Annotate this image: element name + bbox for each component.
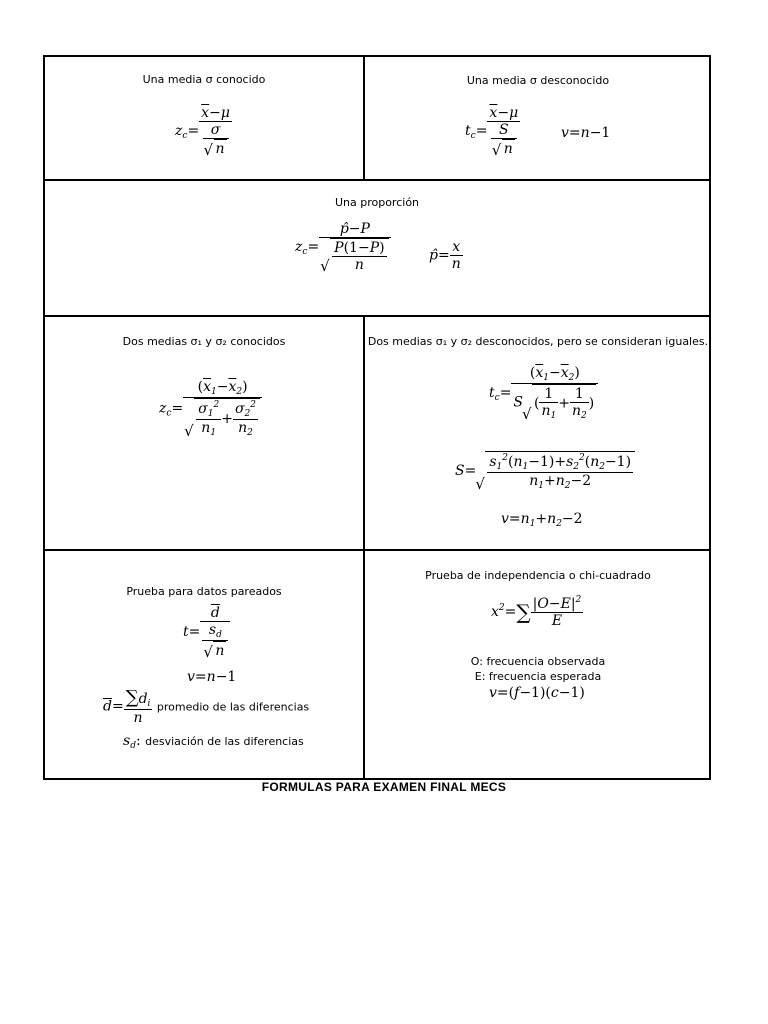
formula-t-one-mean: $t_c=$ $\overline{x}-\mu$ S √ n	[465, 105, 520, 157]
formula-pooled-s: S= √ $\frac{s_1^2(n_1-1)+s_2^2(n_2-1)}{n_1+n_2-2}$	[455, 451, 635, 491]
note-desviacion: desviación de las diferencias	[145, 735, 304, 748]
cell-two-means-unknown-equal	[365, 317, 711, 549]
formula-degrees-freedom-chi: v=(f−1)(c−1)	[489, 685, 585, 701]
formula-t-two-means: $t_c=$ $(\overline{x}_1-\overline{x}_2)$ S √ ( $\frac{1}{n_1}$ + $\frac{1}{n_2}$ )	[489, 365, 598, 421]
note-esperada: E: frecuencia esperada	[474, 670, 602, 683]
formula-d-bar: $\overline{d}=$ $\frac{\sum d_i}{n}$ promedio de las diferencias	[103, 687, 310, 726]
formula-t-paired: t= $\overline{d}$ $s_d$ √ n	[183, 605, 230, 659]
cell-title: Dos medias σ₁ y σ₂ desconocidos, pero se consideran iguales.	[367, 335, 709, 348]
note-observada: O: frecuencia observada	[470, 655, 606, 668]
formula-degrees-freedom-paired: v=n−1	[187, 669, 237, 685]
cell-one-mean-unknown-sigma	[365, 57, 711, 179]
cell-title: Una media σ conocido	[142, 73, 266, 86]
cell-title: Prueba de independencia o chi-cuadrado	[425, 569, 651, 582]
cell-paired-data	[45, 551, 363, 780]
cell-title: Una proporción	[334, 196, 420, 209]
cell-title: Dos medias σ₁ y σ₂ conocidos	[122, 335, 286, 348]
formula-degrees-freedom: v=n−1	[561, 125, 611, 141]
cell-chi-square	[365, 551, 711, 780]
cell-one-mean-known-sigma	[45, 57, 363, 179]
cell-two-means-known	[45, 317, 363, 549]
formula-z-two-means: $z_c=$ $(\overline{x}_1-\overline{x}_2)$ √ $\frac{\sigma_1^2}{n_1}$ + $\frac{\sigma_2^2}{n_2}$	[159, 379, 262, 438]
page-footer-title: FORMULAS PARA EXAMEN FINAL MECS	[261, 780, 507, 794]
cell-one-proportion	[45, 181, 709, 315]
formula-sheet	[43, 55, 711, 780]
cell-title: Una media σ desconocido	[466, 74, 610, 87]
note-promedio: promedio de las diferencias	[156, 700, 310, 714]
formula-chi-square: $x^2=\sum$ $\frac{|O-E|^2}{E}$	[491, 595, 582, 629]
cell-title: Prueba para datos pareados	[126, 585, 282, 598]
formula-sd-note: $s_d$: desviación de las diferencias	[123, 733, 304, 751]
formula-z-one-mean: $z_c=$ $\overline{x}-\mu$ σ √ n	[175, 105, 232, 157]
formula-degrees-freedom-pooled: $v=n_1+n_2-2$	[501, 511, 583, 529]
formula-p-hat: p̂= $\frac{x}{n}$	[429, 239, 461, 272]
formula-z-proportion: $z_c=$ p̂−P √ $\frac{P(1-P)}{n}$	[295, 221, 391, 273]
